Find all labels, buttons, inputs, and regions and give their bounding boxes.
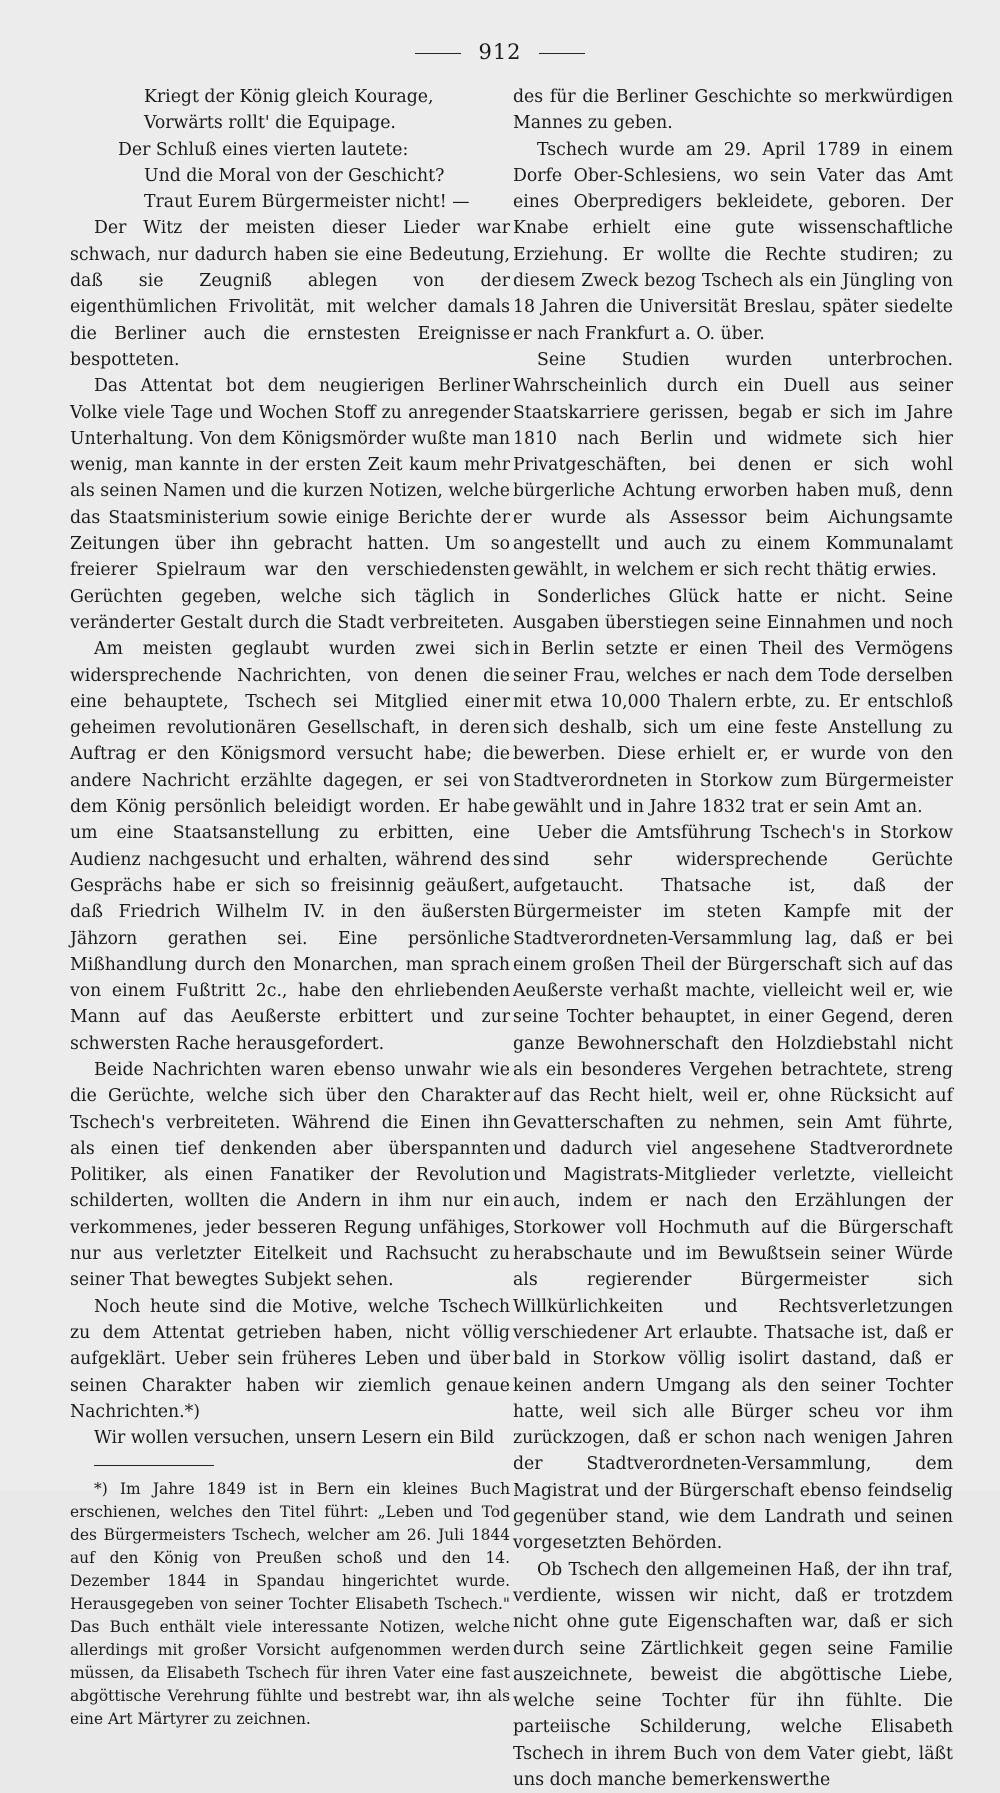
- right-column: [513, 84, 953, 1793]
- paragraph: Ob Tschech den allgemeinen Haß, der ihn traf, verdiente, wissen wir nicht, daß er trotzdem nicht ohne gute Eigenschaften war, daß er sich durch seine Zärtlichkeit gegen seine Familie auszeichnete, beweist die abgöttische Liebe, welche seine Tochter für ihn fühlte. Die parteiische Schilderung, welche Elisabeth Tschech in ihrem Buch von dem Vater giebt, läßt uns doch manche bemerkenswerthe: [513, 1559, 953, 1790]
- header-rule-left: [415, 53, 461, 54]
- paragraph: Tschech wurde am 29. April 1789 in einem Dorfe Ober-Schlesiens, wo sein Vater das Amt eines Oberpredigers bekleidete, geboren. Der Knabe erhielt eine gute wissenschaftliche Erziehung. Er wollte die Rechte studiren; zu diesem Zweck bezog Tschech als ein Jüngling von 18 Jahren die Universität Breslau, später siedelte er nach Frankfurt a. O. über.: [513, 139, 953, 344]
- footnote: [70, 1478, 510, 1731]
- page-header: [0, 40, 1000, 64]
- paragraph: Am meisten geglaubt wurden zwei sich widersprechende Nachrichten, von denen die eine behauptete, Tschech sei Mitglied einer geheimen revolutionären Gesellschaft, in deren Auftrag er den Königsmord versucht habe; die andere Nachricht erzählte dagegen, er sei von dem König persönlich beleidigt worden. Er habe um eine Staatsanstellung zu erbitten, eine Audienz nachgesucht und erhalten, während des Gesprächs habe er sich so freisinnig geäußert, daß Friedrich Wilhelm IV. in den äußersten Jähzorn gerathen sei. Eine persönliche Mißhandlung durch den Monarchen, man sprach von einem Fußtritt 2c., habe den ehrliebenden Mann auf das Aeußerste erbittert und zur schwersten Rache herausgefordert.: [70, 639, 510, 1054]
- paragraph: Wir wollen versuchen, unsern Lesern ein Bild: [94, 1428, 495, 1449]
- paragraph: Seine Studien wurden unterbrochen. Wahrscheinlich durch ein Duell aus seiner Staatskarriere gerissen, begab er sich im Jahre 1810 nach Berlin und widmete sich hier Privatgeschäften, bei denen er sich wohl bürgerliche Achtung erworben haben muß, denn er wurde als Assessor beim Aichungsamte angestellt und auch zu einem Kommunalamt gewählt, in welchem er sich recht thätig erwies.: [513, 349, 953, 581]
- paragraph: Ueber die Amtsführung Tschech's in Storkow sind sehr widersprechende Gerüchte aufgetaucht. Thatsache ist, daß der Bürgermeister im steten Kampfe mit der Stadtverordneten-Versammlung lag, daß er bei einem großen Theil der Bürgerschaft sich auf das Aeußerste verhaßt machte, vielleicht weil er, wie seine Tochter behauptet, in einer Gegend, deren ganze Bewohnerschaft den Holzdiebstahl nicht als ein besonderes Vergehen betrachtete, streng auf das Recht hielt, weil er, ohne Rücksicht auf Gevatterschaften zu nehmen, sein Amt führte, und dadurch viel angesehene Stadtverordnete und Magistrats-Mitglieder verletzte, vielleicht auch, indem er nach den Erzählungen der Storkower voll Hochmuth auf die Bürgerschaft herabschaute und im Bewußtsein seiner Würde als regierender Bürgermeister sich Willkürlichkeiten und Rechtsverletzungen verschiedener Art erlaubte. Thatsache ist, daß er bald in Storkow völlig isolirt dastand, daß er keinen andern Umgang als den seiner Tochter hatte, weil sich alle Bürger scheu vor ihm zurückzogen, daß er schon nach wenigen Jahren der Stadtverordneten-Versammlung, dem Magistrat und der Bürgerschaft ebenso feindselig gegenüber stand, wie dem Landrath und seinen vorgesetzten Behörden.: [513, 823, 953, 1554]
- header-rule-right: [539, 53, 585, 54]
- verse-line: Vorwärts rollt' die Equipage.: [144, 113, 396, 134]
- verse-line: Und die Moral von der Geschicht?: [144, 165, 445, 186]
- page-number: 912: [478, 40, 522, 64]
- verse-line: Traut Eurem Bürgermeister nicht! —: [144, 192, 470, 213]
- footnote-rule: [94, 1465, 214, 1466]
- paragraph-continuation: des für die Berliner Geschichte so merkwürdigen Mannes zu geben.: [513, 87, 953, 134]
- left-column: [70, 84, 510, 1731]
- verse-intro: Der Schluß eines vierten lautete:: [118, 139, 409, 160]
- paragraph: Sonderliches Glück hatte er nicht. Seine Ausgaben überstiegen seine Einnahmen und noch in Berlin setzte er einen Theil des Vermögens seiner Frau, welches er nach dem Tode derselben mit etwa 10,000 Thalern erbte, zu. Er entschloß sich deshalb, sich um eine feste Anstellung zu bewerben. Diese erhielt er, er wurde von den Stadtverordneten in Storkow zum Bürgermeister gewählt und in Jahre 1832 trat er sein Amt an.: [513, 586, 953, 818]
- paragraph: Der Witz der meisten dieser Lieder war schwach, nur dadurch haben sie eine Bedeutung, daß sie Zeugniß ablegen von der eigenthümlichen Frivolität, mit welcher damals die Berliner auch die ernstesten Ereignisse bespotteten.: [70, 218, 510, 370]
- verse-line: Kriegt der König gleich Kourage,: [144, 87, 434, 107]
- footnote-text: *) Im Jahre 1849 ist in Bern ein kleines Buch erschienen, welches den Titel führt: „Leben und Tod des Bürgermeisters Tschech, welcher am 26. Juli 1844 auf den König von Preußen schoß und den 14. Dezember 1844 in Spandau hingerichtet wurde. Herausgegeben von seiner Tochter Elisabeth Tschech." Das Buch enthält viele interessante Notizen, welche allerdings mit großer Vorsicht aufgenommen werden müssen, da Elisabeth Tschech für ihren Vater eine fast abgöttische Verehrung fühlte und bestrebt war, ihn als eine Art Märtyrer zu zeichnen.: [70, 1480, 510, 1729]
- paragraph: Das Attentat bot dem neugierigen Berliner Volke viele Tage und Wochen Stoff zu anregender Unterhaltung. Von dem Königsmörder wußte man wenig, man kannte in der ersten Zeit kaum mehr als seinen Namen und die kurzen Notizen, welche das Staatsministerium sowie einige Berichte der Zeitungen über ihn gebracht hatten. Um so freierer Spielraum war den verschiedensten Gerüchten gegeben, welche sich täglich in veränderter Gestalt durch die Stadt verbreiteten.: [70, 376, 510, 633]
- paragraph: Noch heute sind die Motive, welche Tschech zu dem Attentat getrieben haben, nicht völlig aufgeklärt. Ueber sein früheres Leben und über seinen Charakter haben wir ziemlich genaue Nachrichten.*): [70, 1296, 510, 1422]
- paragraph: Beide Nachrichten waren ebenso unwahr wie die Gerüchte, welche sich über den Charakter Tschech's verbreiteten. Während die Einen ihn als einen tief denkenden aber überspannten Politiker, als einen Fanatiker der Revolution schilderten, wollten die Andern in ihm nur ein verkommenes, jeder besseren Regung unfähiges, nur aus verletzter Eitelkeit und Rachsucht zu seiner That bewegtes Subjekt sehen.: [70, 1059, 510, 1291]
